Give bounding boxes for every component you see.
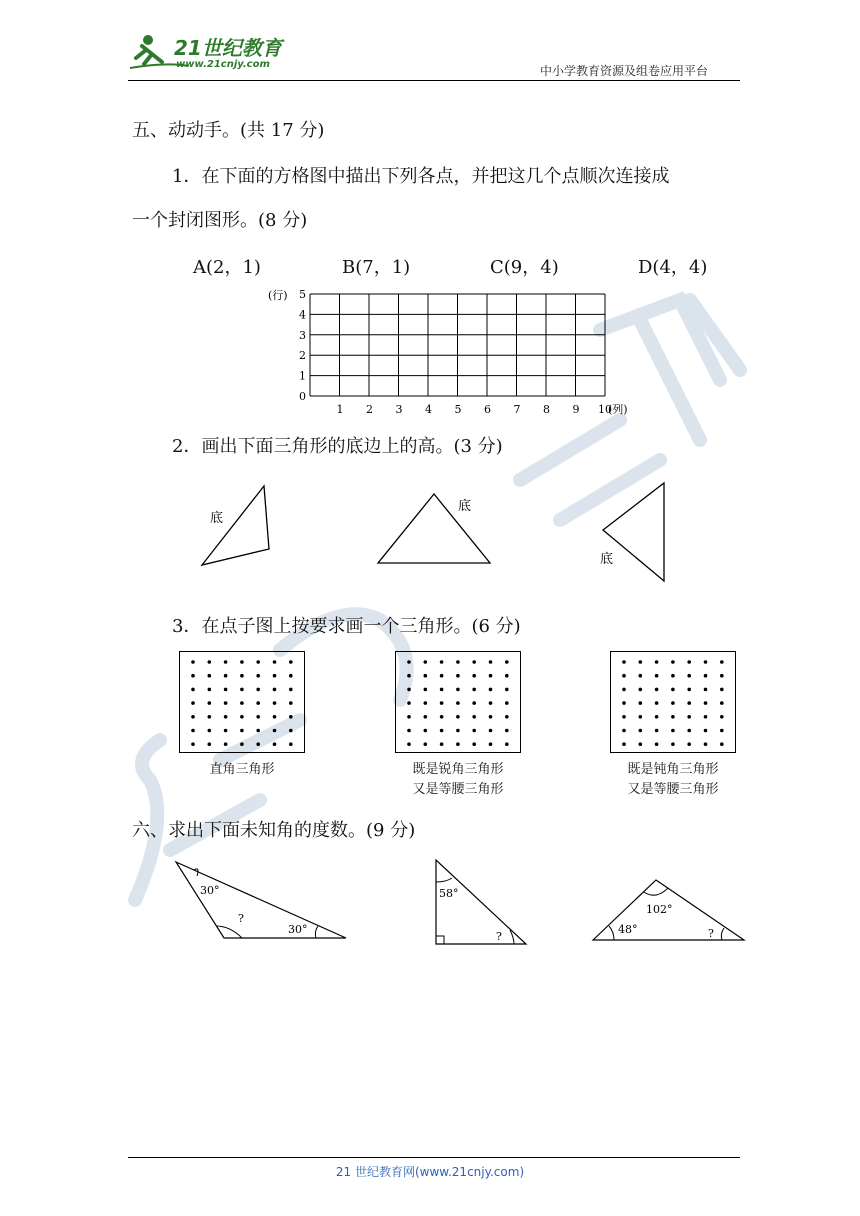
dot[interactable]	[407, 701, 411, 705]
grid-x-tick: 2	[366, 403, 373, 416]
point-a: A(2，1)	[193, 257, 261, 278]
dot[interactable]	[671, 688, 675, 692]
dot[interactable]	[191, 701, 195, 705]
dot[interactable]	[622, 742, 626, 746]
dot[interactable]	[240, 688, 244, 692]
caption-2-line1: 既是锐角三角形	[412, 762, 504, 777]
dot[interactable]	[289, 715, 293, 719]
q2-text: 2．画出下面三角形的底边上的高。(3 分)	[172, 436, 503, 457]
dot[interactable]	[224, 729, 228, 733]
dot[interactable]	[256, 688, 260, 692]
dot[interactable]	[208, 674, 212, 678]
caption-3	[600, 760, 746, 800]
dot[interactable]	[505, 688, 509, 692]
dot[interactable]	[256, 742, 260, 746]
dot[interactable]	[424, 660, 428, 664]
t1-angle-a2: 30°	[288, 923, 308, 936]
grid-x-tick: 1	[336, 403, 344, 416]
dot[interactable]	[224, 742, 228, 746]
dot[interactable]	[704, 701, 708, 705]
dot[interactable]	[639, 674, 643, 678]
dot[interactable]	[191, 729, 195, 733]
dot[interactable]	[273, 701, 277, 705]
caption-3-line2: 又是等腰三角形	[627, 782, 719, 797]
dot[interactable]	[472, 715, 476, 719]
grid-x-tick: 8	[543, 403, 550, 416]
dot[interactable]	[489, 701, 493, 705]
dot[interactable]	[639, 688, 643, 692]
dot[interactable]	[191, 742, 195, 746]
dot[interactable]	[440, 715, 444, 719]
dot[interactable]	[489, 742, 493, 746]
dot[interactable]	[208, 729, 212, 733]
dot[interactable]	[224, 674, 228, 678]
dot[interactable]	[256, 660, 260, 664]
dot[interactable]	[704, 729, 708, 733]
dot[interactable]	[687, 688, 691, 692]
dot[interactable]	[208, 742, 212, 746]
dot[interactable]	[289, 701, 293, 705]
triangle-1-base-label: 底	[210, 511, 224, 526]
dot[interactable]	[704, 660, 708, 664]
grid-y-tick: 5	[299, 288, 306, 301]
dot[interactable]	[671, 715, 675, 719]
dot[interactable]	[224, 701, 228, 705]
dot[interactable]	[208, 660, 212, 664]
dot[interactable]	[289, 729, 293, 733]
dot[interactable]	[489, 729, 493, 733]
grid-y-tick: 2	[299, 349, 306, 363]
dot[interactable]	[240, 701, 244, 705]
dot[interactable]	[191, 715, 195, 719]
dot[interactable]	[687, 660, 691, 664]
dot[interactable]	[505, 742, 509, 746]
header-divider	[128, 80, 740, 81]
dot[interactable]	[240, 674, 244, 678]
dot[interactable]	[440, 701, 444, 705]
dot-grid-3[interactable]	[610, 651, 736, 753]
t1-angle-a1: 30°	[200, 884, 220, 897]
dot[interactable]	[655, 688, 659, 692]
dot[interactable]	[687, 701, 691, 705]
dot[interactable]	[440, 688, 444, 692]
t2-angle-a1: 58°	[439, 887, 459, 900]
dot[interactable]	[424, 742, 428, 746]
dot[interactable]	[407, 660, 411, 664]
q1-text-line2: 一个封闭图形。(8 分)	[132, 210, 308, 231]
point-c: C(9，4)	[490, 257, 559, 278]
dot[interactable]	[456, 742, 460, 746]
caption-2	[385, 760, 531, 800]
dot[interactable]	[407, 674, 411, 678]
dot[interactable]	[720, 660, 724, 664]
dot[interactable]	[639, 742, 643, 746]
dot[interactable]	[424, 729, 428, 733]
dot[interactable]	[472, 688, 476, 692]
footer-divider	[128, 1157, 740, 1158]
angle-triangle-2	[436, 860, 526, 944]
dot[interactable]	[489, 674, 493, 678]
dot[interactable]	[704, 742, 708, 746]
dot[interactable]	[687, 742, 691, 746]
dot[interactable]	[472, 701, 476, 705]
dot[interactable]	[639, 715, 643, 719]
dot[interactable]	[472, 742, 476, 746]
grid-x-tick: 4	[425, 403, 432, 416]
dot[interactable]	[687, 715, 691, 719]
dot[interactable]	[289, 660, 293, 664]
grid-y-tick: 4	[299, 308, 306, 322]
dot[interactable]	[424, 701, 428, 705]
dot[interactable]	[191, 674, 195, 678]
grid-col-label: (列)	[608, 403, 628, 416]
dot[interactable]	[208, 701, 212, 705]
dot[interactable]	[472, 729, 476, 733]
dot[interactable]	[191, 688, 195, 692]
dot[interactable]	[720, 742, 724, 746]
angle-triangles	[170, 852, 760, 952]
grid-x-tick: 9	[572, 403, 580, 416]
section5-title: 五、动动手。(共 17 分)	[132, 120, 325, 141]
dot-grid-2[interactable]	[395, 651, 521, 753]
dot[interactable]	[256, 729, 260, 733]
grid-y-tick: 3	[299, 328, 306, 342]
dot[interactable]	[424, 688, 428, 692]
dot[interactable]	[489, 715, 493, 719]
dot[interactable]	[273, 742, 277, 746]
dot[interactable]	[289, 688, 293, 692]
dot[interactable]	[655, 701, 659, 705]
dot[interactable]	[704, 715, 708, 719]
dot[interactable]	[456, 729, 460, 733]
dot[interactable]	[655, 715, 659, 719]
dot[interactable]	[289, 742, 293, 746]
grid-x-tick: 7	[513, 403, 521, 416]
dot[interactable]	[505, 660, 509, 664]
dot[interactable]	[655, 729, 659, 733]
dot[interactable]	[489, 660, 493, 664]
dot[interactable]	[240, 742, 244, 746]
dot[interactable]	[240, 660, 244, 664]
dot[interactable]	[622, 729, 626, 733]
dot[interactable]	[273, 715, 277, 719]
dot[interactable]	[256, 674, 260, 678]
dot[interactable]	[456, 660, 460, 664]
grid-y-tick: 0	[299, 390, 306, 403]
dot[interactable]	[440, 660, 444, 664]
dot[interactable]	[639, 729, 643, 733]
t3-unknown: ?	[708, 927, 714, 940]
dot[interactable]	[407, 742, 411, 746]
dot[interactable]	[720, 688, 724, 692]
dot[interactable]	[622, 660, 626, 664]
dot[interactable]	[704, 674, 708, 678]
dot[interactable]	[256, 701, 260, 705]
dot[interactable]	[655, 674, 659, 678]
dot[interactable]	[505, 674, 509, 678]
dot[interactable]	[671, 729, 675, 733]
grid-x-tick: 10	[598, 403, 612, 416]
logo-url: www.21cnjy.com	[176, 59, 270, 70]
dot[interactable]	[472, 660, 476, 664]
coordinate-grid[interactable]	[260, 286, 650, 418]
q3-text: 3．在点子图上按要求画一个三角形。(6 分)	[172, 616, 521, 637]
dot[interactable]	[505, 729, 509, 733]
t1-unknown: ?	[238, 912, 244, 925]
grid-y-tick: 1	[299, 369, 306, 383]
dot-grid-1[interactable]	[179, 651, 305, 753]
triangle-2-base-label: 底	[458, 499, 472, 514]
dot[interactable]	[622, 688, 626, 692]
q1-text-line1: 1．在下面的方格图中描出下列各点，并把这几个点顺次连接成	[172, 166, 670, 187]
section6-title: 六、求出下面未知角的度数。(9 分)	[132, 820, 416, 841]
caption-1-line1: 直角三角形	[209, 762, 275, 777]
dot[interactable]	[456, 701, 460, 705]
angle-triangle-1	[176, 862, 346, 938]
dot[interactable]	[720, 674, 724, 678]
t2-unknown: ?	[496, 930, 502, 943]
dot[interactable]	[687, 729, 691, 733]
dot[interactable]	[456, 715, 460, 719]
dot[interactable]	[655, 742, 659, 746]
dot[interactable]	[407, 715, 411, 719]
dot[interactable]	[224, 660, 228, 664]
dot[interactable]	[671, 674, 675, 678]
header-logo	[128, 32, 288, 76]
dot[interactable]	[440, 729, 444, 733]
t3-angle-a2: 48°	[618, 923, 638, 936]
dot[interactable]	[440, 742, 444, 746]
dot[interactable]	[639, 701, 643, 705]
dot[interactable]	[273, 688, 277, 692]
dot[interactable]	[224, 688, 228, 692]
grid-row-label: (行)	[268, 289, 288, 302]
dot[interactable]	[505, 715, 509, 719]
dot[interactable]	[704, 688, 708, 692]
dot[interactable]	[622, 674, 626, 678]
triangle-3-base-label: 底	[600, 552, 614, 567]
dot[interactable]	[720, 701, 724, 705]
dot[interactable]	[424, 674, 428, 678]
dot[interactable]	[424, 715, 428, 719]
point-d: D(4，4)	[638, 257, 708, 278]
dot[interactable]	[622, 715, 626, 719]
dot[interactable]	[273, 729, 277, 733]
dot[interactable]	[240, 729, 244, 733]
caption-2-line2: 又是等腰三角形	[412, 782, 504, 797]
dot[interactable]	[489, 688, 493, 692]
point-b: B(7，1)	[342, 257, 411, 278]
dot[interactable]	[472, 674, 476, 678]
dot[interactable]	[639, 660, 643, 664]
dot[interactable]	[671, 701, 675, 705]
grid-x-tick: 6	[484, 403, 491, 416]
header-platform-text: 中小学教育资源及组卷应用平台	[540, 64, 709, 78]
dot[interactable]	[671, 742, 675, 746]
t3-angle-a1: 102°	[646, 903, 673, 916]
dot[interactable]	[191, 660, 195, 664]
dot[interactable]	[456, 674, 460, 678]
caption-3-line1: 既是钝角三角形	[627, 762, 719, 777]
dot[interactable]	[208, 688, 212, 692]
dot[interactable]	[505, 701, 509, 705]
dot[interactable]	[289, 674, 293, 678]
dot[interactable]	[720, 729, 724, 733]
dot[interactable]	[256, 715, 260, 719]
caption-1	[179, 760, 305, 780]
dot[interactable]	[224, 715, 228, 719]
dot[interactable]	[208, 715, 212, 719]
dot[interactable]	[407, 729, 411, 733]
grid-x-tick: 3	[395, 403, 403, 416]
triangle-2[interactable]	[378, 494, 490, 563]
dot[interactable]	[720, 715, 724, 719]
dot[interactable]	[671, 660, 675, 664]
logo-text: 21世纪教育	[174, 36, 282, 60]
dot[interactable]	[456, 688, 460, 692]
grid-x-tick: 5	[454, 403, 462, 416]
dot[interactable]	[240, 715, 244, 719]
dot[interactable]	[407, 688, 411, 692]
footer-text[interactable]: 21 世纪教育网(www.21cnjy.com)	[335, 1165, 525, 1179]
dot[interactable]	[273, 674, 277, 678]
dot[interactable]	[655, 660, 659, 664]
dot[interactable]	[440, 674, 444, 678]
dot[interactable]	[622, 701, 626, 705]
dot[interactable]	[687, 674, 691, 678]
q2-triangles[interactable]	[180, 470, 700, 590]
dot[interactable]	[273, 660, 277, 664]
